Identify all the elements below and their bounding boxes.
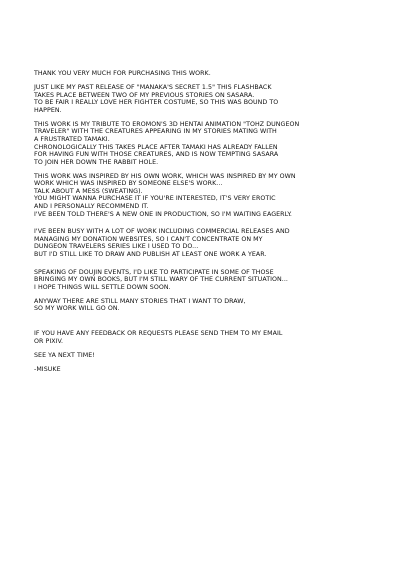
text-line: THIS WORK IS MY TRIBUTE TO EROMON'S 3D HENTAI ANIMATION "TOHZ DUNGEON — [34, 120, 300, 128]
text-line: OR PIXIV. — [34, 337, 64, 345]
text-line: CHRONOLOGICALLY THIS TAKES PLACE AFTER TAMAKI HAS ALREADY FALLEN — [34, 143, 278, 151]
paragraph-stories — [34, 298, 374, 313]
text-line: BRINGING MY OWN BOOKS, BUT I'M STILL WARY OF THE CURRENT SITUATION... — [34, 276, 288, 284]
text-line: SEE YA NEXT TIME! — [34, 351, 95, 359]
paragraph-busy — [34, 228, 374, 258]
text-line: MANAGING MY DONATION WEBSITES, SO I CAN'T CONCENTRATE ON MY — [34, 235, 263, 243]
afterword-text — [34, 70, 374, 380]
text-line: THIS WORK WAS INSPIRED BY HIS OWN WORK, WHICH WAS INSPIRED BY MY OWN — [34, 172, 296, 180]
text-line: TO JOIN HER DOWN THE RABBIT HOLE. — [34, 158, 159, 166]
paragraph-flashback — [34, 84, 374, 114]
text-line: TALK ABOUT A MESS (SWEATING). — [34, 187, 143, 195]
text-line: I'VE BEEN BUSY WITH A LOT OF WORK INCLUDING COMMERCIAL RELEASES AND — [34, 228, 290, 236]
paragraph-tribute — [34, 121, 374, 167]
text-line: I HOPE THINGS WILL SETTLE DOWN SOON. — [34, 283, 171, 291]
text-line: TRAVELER" WITH THE CREATURES APPEARING IN MY STORIES MATING WITH — [34, 128, 277, 136]
text-line: THANK YOU VERY MUCH FOR PURCHASING THIS WORK. — [34, 70, 211, 77]
text-line: BUT I'D STILL LIKE TO DRAW AND PUBLISH AT LEAST ONE WORK A YEAR. — [34, 251, 267, 259]
text-line: SPEAKING OF DOUJIN EVENTS, I'D LIKE TO PARTICIPATE IN SOME OF THOSE — [34, 268, 274, 276]
text-line: -MISUKE — [34, 365, 61, 373]
text-line: DUNGEON TRAVELERS SERIES LIKE I USED TO DO... — [34, 243, 199, 251]
text-line: IF YOU HAVE ANY FEEDBACK OR REQUESTS PLEASE SEND THEM TO MY EMAIL — [34, 330, 283, 337]
text-line: FOR HAVING FUN WITH THOSE CREATURES, AND IS NOW TEMPTING SASARA — [34, 151, 279, 159]
text-line: A FRUSTRATED TAMAKI. — [34, 135, 110, 143]
text-line: I'VE BEEN TOLD THERE'S A NEW ONE IN PRODUCTION, SO I'M WAITING EAGERLY. — [34, 210, 292, 218]
text-line: AND I PERSONALLY RECOMMEND IT. — [34, 203, 149, 211]
paragraph-farewell — [34, 352, 374, 360]
author-signature — [34, 366, 374, 374]
paragraph-thanks — [34, 70, 374, 78]
text-line: TAKES PLACE BETWEEN TWO OF MY PREVIOUS STORIES ON SASARA. — [34, 91, 255, 99]
text-line: HAPPEN. — [34, 106, 62, 114]
text-line: YOU MIGHT WANNA PURCHASE IT IF YOU'RE INTERESTED, IT'S VERY EROTIC — [34, 195, 276, 203]
text-line: SO MY WORK WILL GO ON. — [34, 305, 120, 313]
paragraph-events — [34, 269, 374, 292]
paragraph-feedback — [34, 330, 374, 345]
text-line: WORK WHICH WAS INSPIRED BY SOMEONE ELSE'S WORK... — [34, 180, 223, 188]
text-line: TO BE FAIR I REALLY LOVE HER FIGHTER COSTUME, SO THIS WAS BOUND TO — [34, 99, 279, 107]
paragraph-inspiration — [34, 173, 374, 219]
text-line: JUST LIKE MY PAST RELEASE OF "MANAKA'S SECRET 1.5" THIS FLASHBACK — [34, 83, 272, 91]
text-line: ANYWAY THERE ARE STILL MANY STORIES THAT I WANT TO DRAW, — [34, 297, 246, 305]
